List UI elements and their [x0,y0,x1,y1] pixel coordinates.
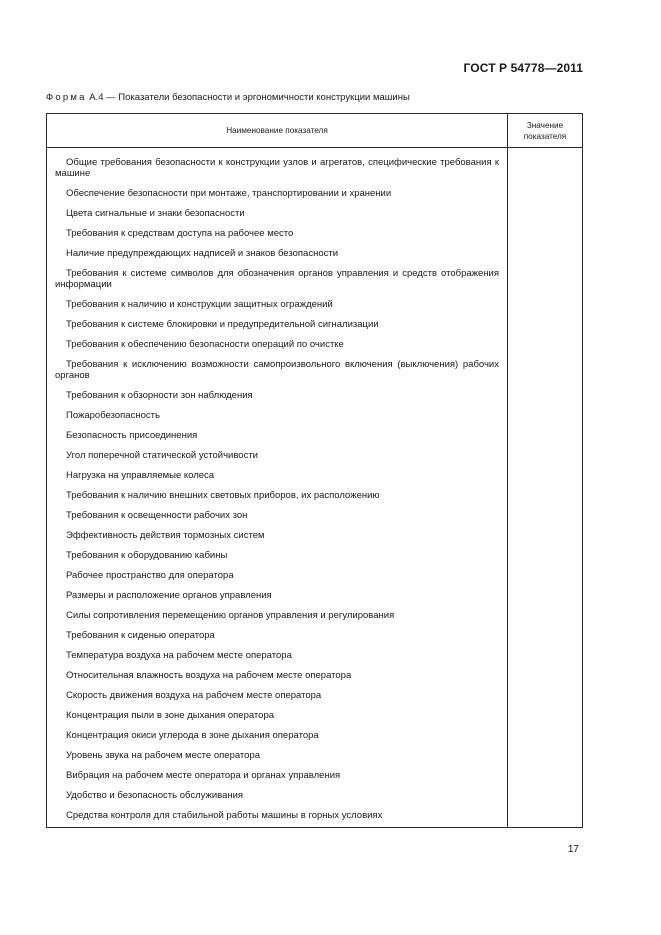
indicator-names-cell [47,148,508,828]
form-word: Форма [46,92,87,103]
indicator-item: Силы сопротивления перемещению органов управления и регулирования [66,610,395,621]
indicator-item: Требования к системе блокировки и предупредительной сигнализации [66,319,379,330]
indicator-item: Цвета сигнальные и знаки безопасности [66,208,245,219]
indicator-item: Скорость движения воздуха на рабочем месте оператора [66,690,322,701]
indicator-values-cell[interactable] [508,148,583,828]
indicators-table [46,113,583,828]
indicator-item: Обеспечение безопасности при монтаже, транспортировании и хранении [66,188,392,199]
indicator-item: Нагрузка на управляемые колеса [66,470,215,481]
indicator-item: Требования к наличию и конструкции защитных ограждений [66,299,333,310]
indicator-item: Требования к обеспечению безопасности операций по очистке [66,339,344,350]
indicator-item: Эффективность действия тормозных систем [66,530,265,541]
indicator-item: Температура воздуха на рабочем месте оператора [66,650,292,661]
indicator-item: Требования к освещенности рабочих зон [66,510,248,521]
indicator-item: Концентрация окиси углерода в зоне дыхания оператора [66,730,319,741]
col-header-value-line2: показателя [523,131,567,141]
col-header-name: Наименование показателя [47,114,508,148]
indicator-item: Рабочее пространство для оператора [66,570,234,581]
indicator-item: Наличие предупреждающих надписей и знаков безопасности [66,248,339,259]
form-title: — Показатели безопасности и эргономичности конструкции машины [106,92,410,103]
indicator-item: Требования к обзорности зон наблюдения [66,390,253,401]
table-header-row [47,114,583,148]
indicator-item: Общие требования безопасности к конструкции узлов и агрегатов, специфические требования к машине [55,157,499,179]
indicator-item: Требования к наличию внешних световых приборов, их расположению [66,490,380,501]
indicator-item: Безопасность присоединения [66,430,198,441]
indicator-item: Требования к системе символов для обозначения органов управления и средств отображения информации [55,268,499,290]
table-caption [46,92,410,103]
indicator-item: Требования к сиденью оператора [66,630,215,641]
indicator-item: Пожаробезопасность [66,410,160,421]
indicator-item: Вибрация на рабочем месте оператора и органах управления [66,770,341,781]
document-code: ГОСТ Р 54778—2011 [463,61,583,75]
page-number: 17 [567,844,579,855]
indicator-item: Средства контроля для стабильной работы машины в горных условиях [66,810,383,821]
indicator-item: Угол поперечной статической устойчивости [66,450,258,461]
col-header-value [508,114,583,148]
form-number: А.4 [89,92,104,103]
indicator-list [47,148,507,827]
indicator-item: Уровень звука на рабочем месте оператора [66,750,261,761]
col-header-value-line1: Значение [526,120,564,130]
indicator-item: Требования к оборудованию кабины [66,550,228,561]
indicator-item: Размеры и расположение органов управления [66,590,272,601]
indicator-item: Удобство и безопасность обслуживания [66,790,244,801]
indicator-item: Относительная влажность воздуха на рабочем месте оператора [66,670,352,681]
table-body-row [47,148,583,828]
indicator-item: Требования к исключению возможности самопроизвольного включения (выключения) рабочих органов [55,359,499,381]
indicator-item: Концентрация пыли в зоне дыхания оператора [66,710,275,721]
indicator-item: Требования к средствам доступа на рабочее место [66,228,294,239]
